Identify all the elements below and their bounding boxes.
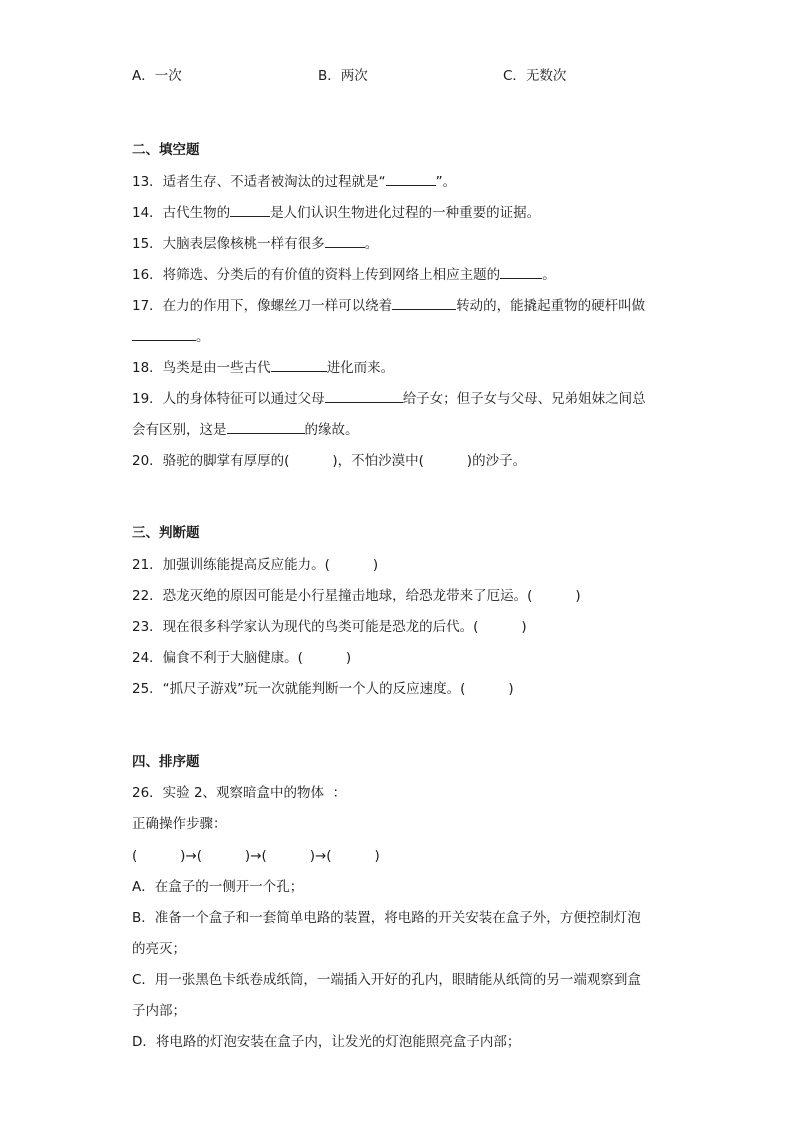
q16-text-end: 。 — [542, 267, 556, 283]
q26-steps-label: 正确操作步骤： — [132, 816, 227, 832]
q15-text-start: 15．大脑表层像核桃一样有很多 — [132, 236, 325, 252]
q19-text-end: 的缘故。 — [304, 422, 359, 438]
q26-answer-blanks: ( )→( )→( )→( ) — [132, 848, 380, 864]
question-23: 23．现在很多科学家认为现代的鸟类可能是恐龙的后代。( ) — [132, 619, 527, 635]
q26-option-a: A．在盒子的一侧开一个孔； — [132, 879, 304, 895]
q14-text-start: 14．古代生物的 — [132, 205, 231, 221]
q15-blank — [325, 233, 365, 248]
question-16 — [132, 264, 556, 285]
question-14 — [132, 202, 540, 223]
q13-text-start: 13．适者生存、不适者被淘汰的过程就是“ — [132, 174, 386, 190]
question-17 — [132, 295, 645, 316]
question-26: 26．实验 2、观察暗盒中的物体 ： — [132, 785, 347, 801]
q17-text-middle: 转动的，能撬起重物的硬杆叫做 — [456, 298, 646, 314]
section-fill-heading: 二、填空题 — [132, 142, 200, 158]
question-19 — [132, 388, 646, 409]
q19-text-cont: 会有区别，这是 — [132, 422, 227, 438]
question-13 — [132, 171, 456, 192]
q13-text-end: ”。 — [435, 174, 457, 190]
question-18 — [132, 357, 394, 378]
q26-option-d: D．将电路的灯泡安装在盒子内，让发光的灯泡能照亮盒子内部； — [132, 1034, 521, 1050]
q17-text-end: 。 — [196, 329, 210, 345]
q16-text-start: 16．将筛选、分类后的有价值的资料上传到网络上相应主题的 — [132, 267, 501, 283]
q19-text-middle: 给子女；但子女与父母、兄弟姐妹之间总 — [402, 391, 646, 407]
q26-option-c-cont: 子内部； — [132, 1003, 186, 1019]
question-15 — [132, 233, 378, 254]
section-judge-heading: 三、判断题 — [132, 525, 200, 541]
q15-text-end: 。 — [364, 236, 379, 252]
q17-text-start: 17．在力的作用下，像螺丝刀一样可以绕着 — [132, 298, 393, 314]
q12-option-b: B．两次 — [318, 68, 368, 84]
q13-blank — [386, 171, 436, 186]
question-19-cont — [132, 419, 359, 440]
q19-text-start: 19．人的身体特征可以通过父母 — [132, 391, 325, 407]
q18-text-start: 18．鸟类是由一些古代 — [132, 360, 271, 376]
q14-blank — [230, 202, 270, 217]
question-22: 22．恐龙灭绝的原因可能是小行星撞击地球，给恐龙带来了厄运。( ) — [132, 588, 581, 604]
q18-text-end: 进化而来。 — [326, 360, 395, 376]
q16-blank — [500, 264, 542, 279]
q19-blank-1 — [325, 388, 403, 403]
q14-text-end: 是人们认识生物进化过程的一种重要的证据。 — [270, 205, 541, 221]
q26-option-b: B．准备一个盒子和一套简单电路的装置，将电路的开关安装在盒子外，方便控制灯泡 — [132, 910, 641, 926]
q26-option-b-cont: 的亮灭； — [132, 941, 186, 957]
question-20: 20．骆驼的脚掌有厚厚的( )，不怕沙漠中( )的沙子。 — [132, 453, 527, 469]
q26-option-c: C．用一张黑色卡纸卷成纸筒，一端插入开好的孔内，眼睛能从纸筒的另一端观察到盒 — [132, 972, 641, 988]
q17-blank-2 — [132, 326, 196, 341]
question-17-cont — [132, 326, 210, 347]
question-24: 24．偏食不利于大脑健康。( ) — [132, 650, 352, 666]
question-21: 21．加强训练能提高反应能力。( ) — [132, 557, 379, 573]
section-order-heading: 四、排序题 — [132, 754, 200, 770]
q12-option-c: C．无数次 — [503, 68, 567, 84]
q17-blank-1 — [392, 295, 456, 310]
question-25: 25．“抓尺子游戏”玩一次就能判断一个人的反应速度。( ) — [132, 681, 514, 697]
q12-option-a: A．一次 — [132, 68, 182, 84]
q19-blank-2 — [227, 419, 305, 434]
q18-blank — [271, 357, 327, 372]
